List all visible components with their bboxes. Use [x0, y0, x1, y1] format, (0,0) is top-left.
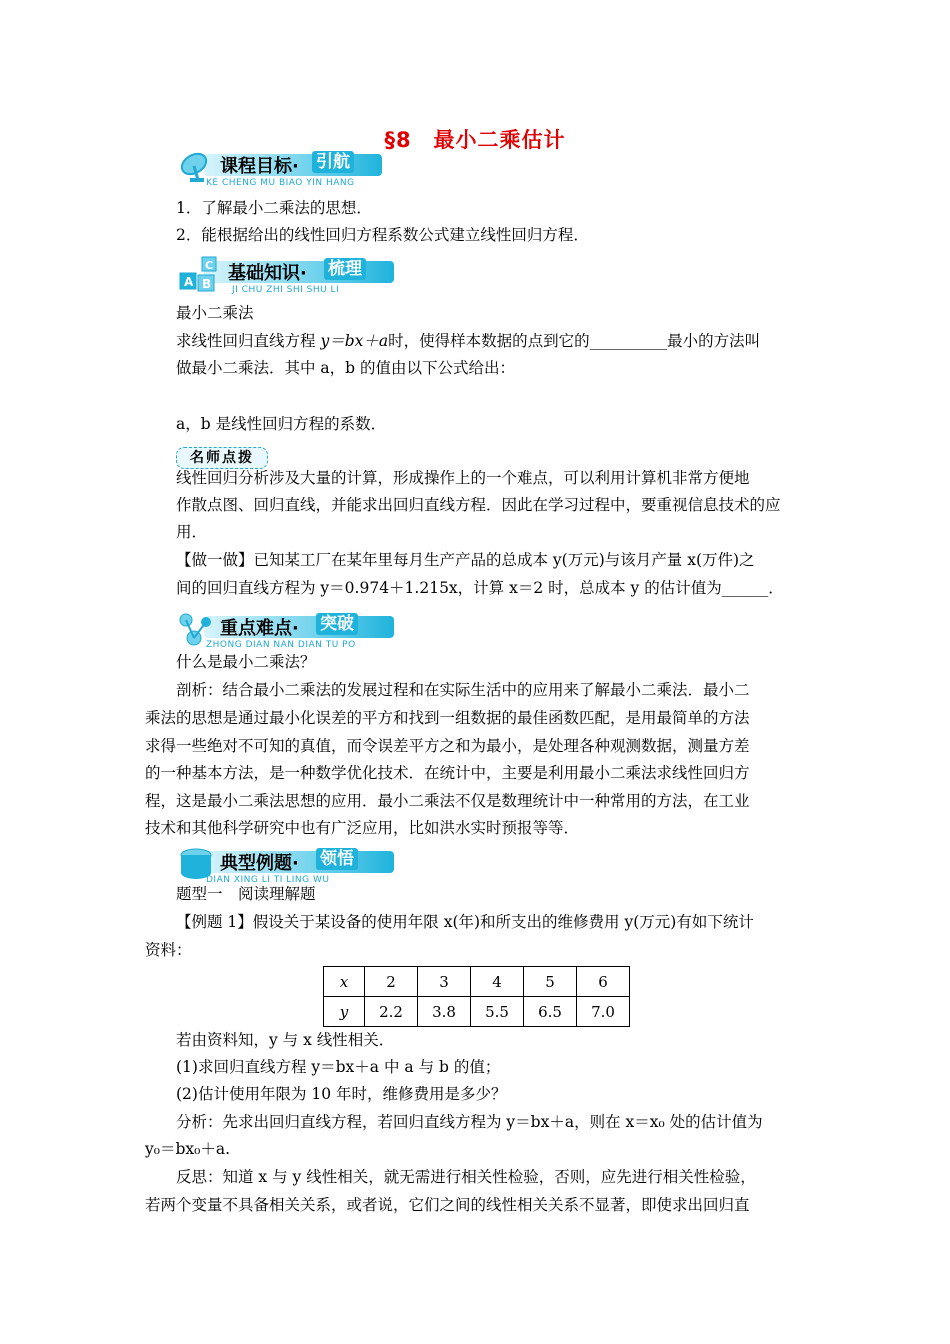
banner-title: 典型例题· [220, 853, 299, 874]
example-line: 资料： [145, 941, 192, 959]
question-item: (1)求回归直线方程 y＝bx＋a 中 a 与 b 的值； [176, 1058, 501, 1076]
table-cell: 2.2 [365, 997, 418, 1027]
example-line: 若由资料知，y 与 x 线性相关． [176, 1031, 395, 1049]
tip-line: 用． [176, 523, 208, 541]
reflection-line: 反思：知道 x 与 y 线性相关，就无需进行相关性检验，否则，应先进行相关性检验， [176, 1168, 756, 1186]
banner-accent: 突破 [316, 613, 358, 635]
example-line: 【例题 1】假设关于某设备的使用年限 x(年)和所支出的维修费用 y(万元)有如下统计 [176, 913, 754, 931]
exercise-line: 间的回归直线方程为 y＝0.974＋1.215x，计算 x＝2 时，总成本 y 的估计值为______． [176, 579, 784, 597]
banner-subtitle: DIAN XING LI TI LING WU [206, 875, 330, 885]
banner-accent: 梳理 [324, 258, 366, 280]
reflection-line: 若两个变量不具备相关关系，或者说，它们之间的线性相关关系不显著，即使求出回归直 [145, 1196, 750, 1214]
banner-subtitle: KE CHENG MU BIAO YIN HANG [206, 178, 355, 188]
paragraph-line: 做最小二乘法．其中 a，b 的值由以下公式给出： [176, 359, 516, 377]
table-cell: 5.5 [471, 997, 524, 1027]
objective-item: 1．了解最小二乘法的思想． [176, 199, 372, 217]
table-cell: 5 [524, 967, 577, 997]
table-cell: y [324, 997, 365, 1027]
question-item: (2)估计使用年限为 10 年时，维修费用是多少？ [176, 1085, 507, 1103]
section-banner-basics [176, 255, 396, 301]
type-heading: 题型一 阅读理解题 [176, 885, 316, 903]
table-cell: 7.0 [577, 997, 630, 1027]
section-heading: 最小二乘法 [176, 304, 254, 322]
analysis-line: 求得一些绝对不可知的真值，而令误差平方之和为最小，是处理各种观测数据，测量方差 [145, 737, 750, 755]
objective-item: 2．能根据给出的线性回归方程系数公式建立线性回归方程． [176, 226, 589, 244]
analysis-line: 程，这是最小二乘法思想的应用．最小二乘法不仅是数理统计中一种常用的方法，在工业 [145, 792, 750, 810]
analysis-line: 技术和其他科学研究中也有广泛应用，比如洪水实时预报等等． [145, 819, 580, 837]
abc-blocks-icon [176, 255, 220, 299]
paragraph-line: 求线性回归直线方程 y＝bx＋a时，使得样本数据的点到它的__________最小的方法叫 [176, 332, 761, 350]
banner-accent: 领悟 [316, 848, 358, 870]
table-cell: 3 [418, 967, 471, 997]
tip-line: 作散点图、回归直线，并能求出回归直线方程．因此在学习过程中，要重视信息技术的应 [176, 496, 781, 514]
table-row [324, 997, 630, 1027]
data-table [323, 966, 630, 1027]
table-cell: 6 [577, 967, 630, 997]
table-cell: 3.8 [418, 997, 471, 1027]
banner-title: 重点难点· [220, 618, 299, 639]
tip-label: 名师点拨 [176, 447, 268, 469]
section-banner-objectives [176, 148, 386, 194]
svg-text:B: B [202, 277, 212, 291]
paragraph-line: a，b 是线性回归方程的系数． [176, 415, 387, 433]
table-cell: x [324, 967, 365, 997]
analysis-line: 剖析：结合最小二乘法的发展过程和在实际生活中的应用来了解最小二乘法．最小二 [176, 681, 750, 699]
banner-title: 基础知识· [228, 263, 307, 284]
svg-text:A: A [184, 275, 194, 289]
banner-subtitle: ZHONG DIAN NAN DIAN TU PO [206, 640, 356, 650]
section-banner-key-points [176, 610, 396, 656]
exercise-line: 【做一做】已知某工厂在某年里每月生产产品的总成本 y(万元)与该月产量 x(万件)之 [176, 551, 755, 569]
table-cell: 4 [471, 967, 524, 997]
page-title: §8 最小二乘估计 [384, 128, 566, 152]
analysis-line: 分析：先求出回归直线方程，若回归直线方程为 y＝bx＋a，则在 x＝x₀ 处的估计值为 [176, 1113, 763, 1131]
svg-text:C: C [205, 259, 214, 272]
question-line: 什么是最小二乘法？ [176, 653, 316, 671]
analysis-line: y₀＝bx₀＋a. [145, 1140, 231, 1158]
table-row [324, 967, 630, 997]
table-cell: 6.5 [524, 997, 577, 1027]
banner-accent: 引航 [312, 151, 354, 173]
banner-title: 课程目标· [220, 156, 299, 177]
analysis-line: 的一种基本方法，是一种数学优化技术．在统计中，主要是利用最小二乘法求线性回归方 [145, 764, 750, 782]
table-cell: 2 [365, 967, 418, 997]
analysis-line: 乘法的思想是通过最小化误差的平方和找到一组数据的最佳函数匹配，是用最简单的方法 [145, 709, 750, 727]
tip-line: 线性回归分析涉及大量的计算，形成操作上的一个难点，可以利用计算机非常方便地 [176, 469, 750, 487]
banner-subtitle: JI CHU ZHI SHI SHU LI [232, 285, 340, 295]
